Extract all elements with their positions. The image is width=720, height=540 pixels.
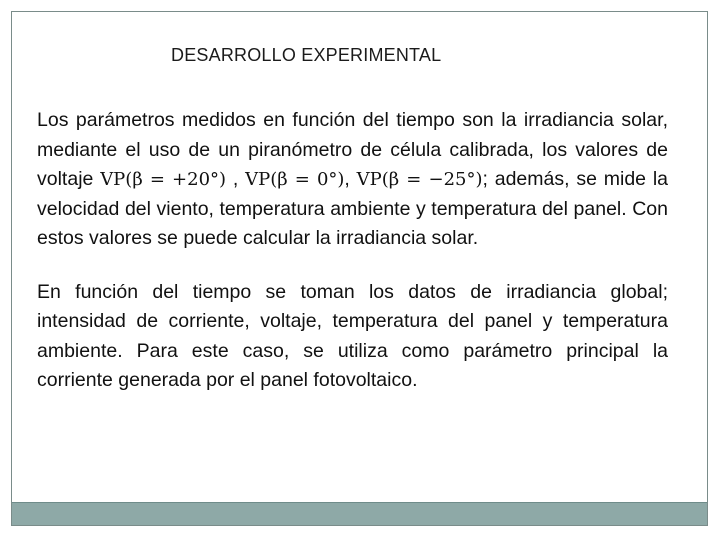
paragraph1-text-b: , [226, 168, 246, 190]
paragraph1-text-c: , [344, 168, 357, 190]
paragraph-data-collection: En función del tiempo se toman los datos de irradiancia global; intensidad de corriente, voltaje, temperatura del panel y temperatura ambiente. Para este caso, se utiliza como parámetro principal la corriente generada por el panel fotovoltaico. [37, 280, 668, 391]
slide-footer-bar [12, 502, 707, 525]
math-vp-0: VP(β = 0°) [245, 169, 345, 190]
paragraph1-text-a: Los parámetros medidos en función del tiempo son la irradiancia solar, mediante el uso de un piranómetro de célula calibrada, los valores de voltaje [37, 109, 668, 190]
math-vp-minus-25: VP(β = −25°) [356, 169, 483, 190]
paragraph1-text-d: ; además, se mide la velocidad del viento, temperatura ambiente y temperatura del panel. Con estos valores se puede calcular la irradiancia solar. [37, 168, 668, 249]
paragraph-measured-parameters [37, 106, 668, 254]
math-vp-plus-20: VP(β = +20°) [100, 169, 227, 190]
slide-title: DESARROLLO EXPERIMENTAL [171, 45, 442, 65]
slide-body [37, 106, 668, 396]
